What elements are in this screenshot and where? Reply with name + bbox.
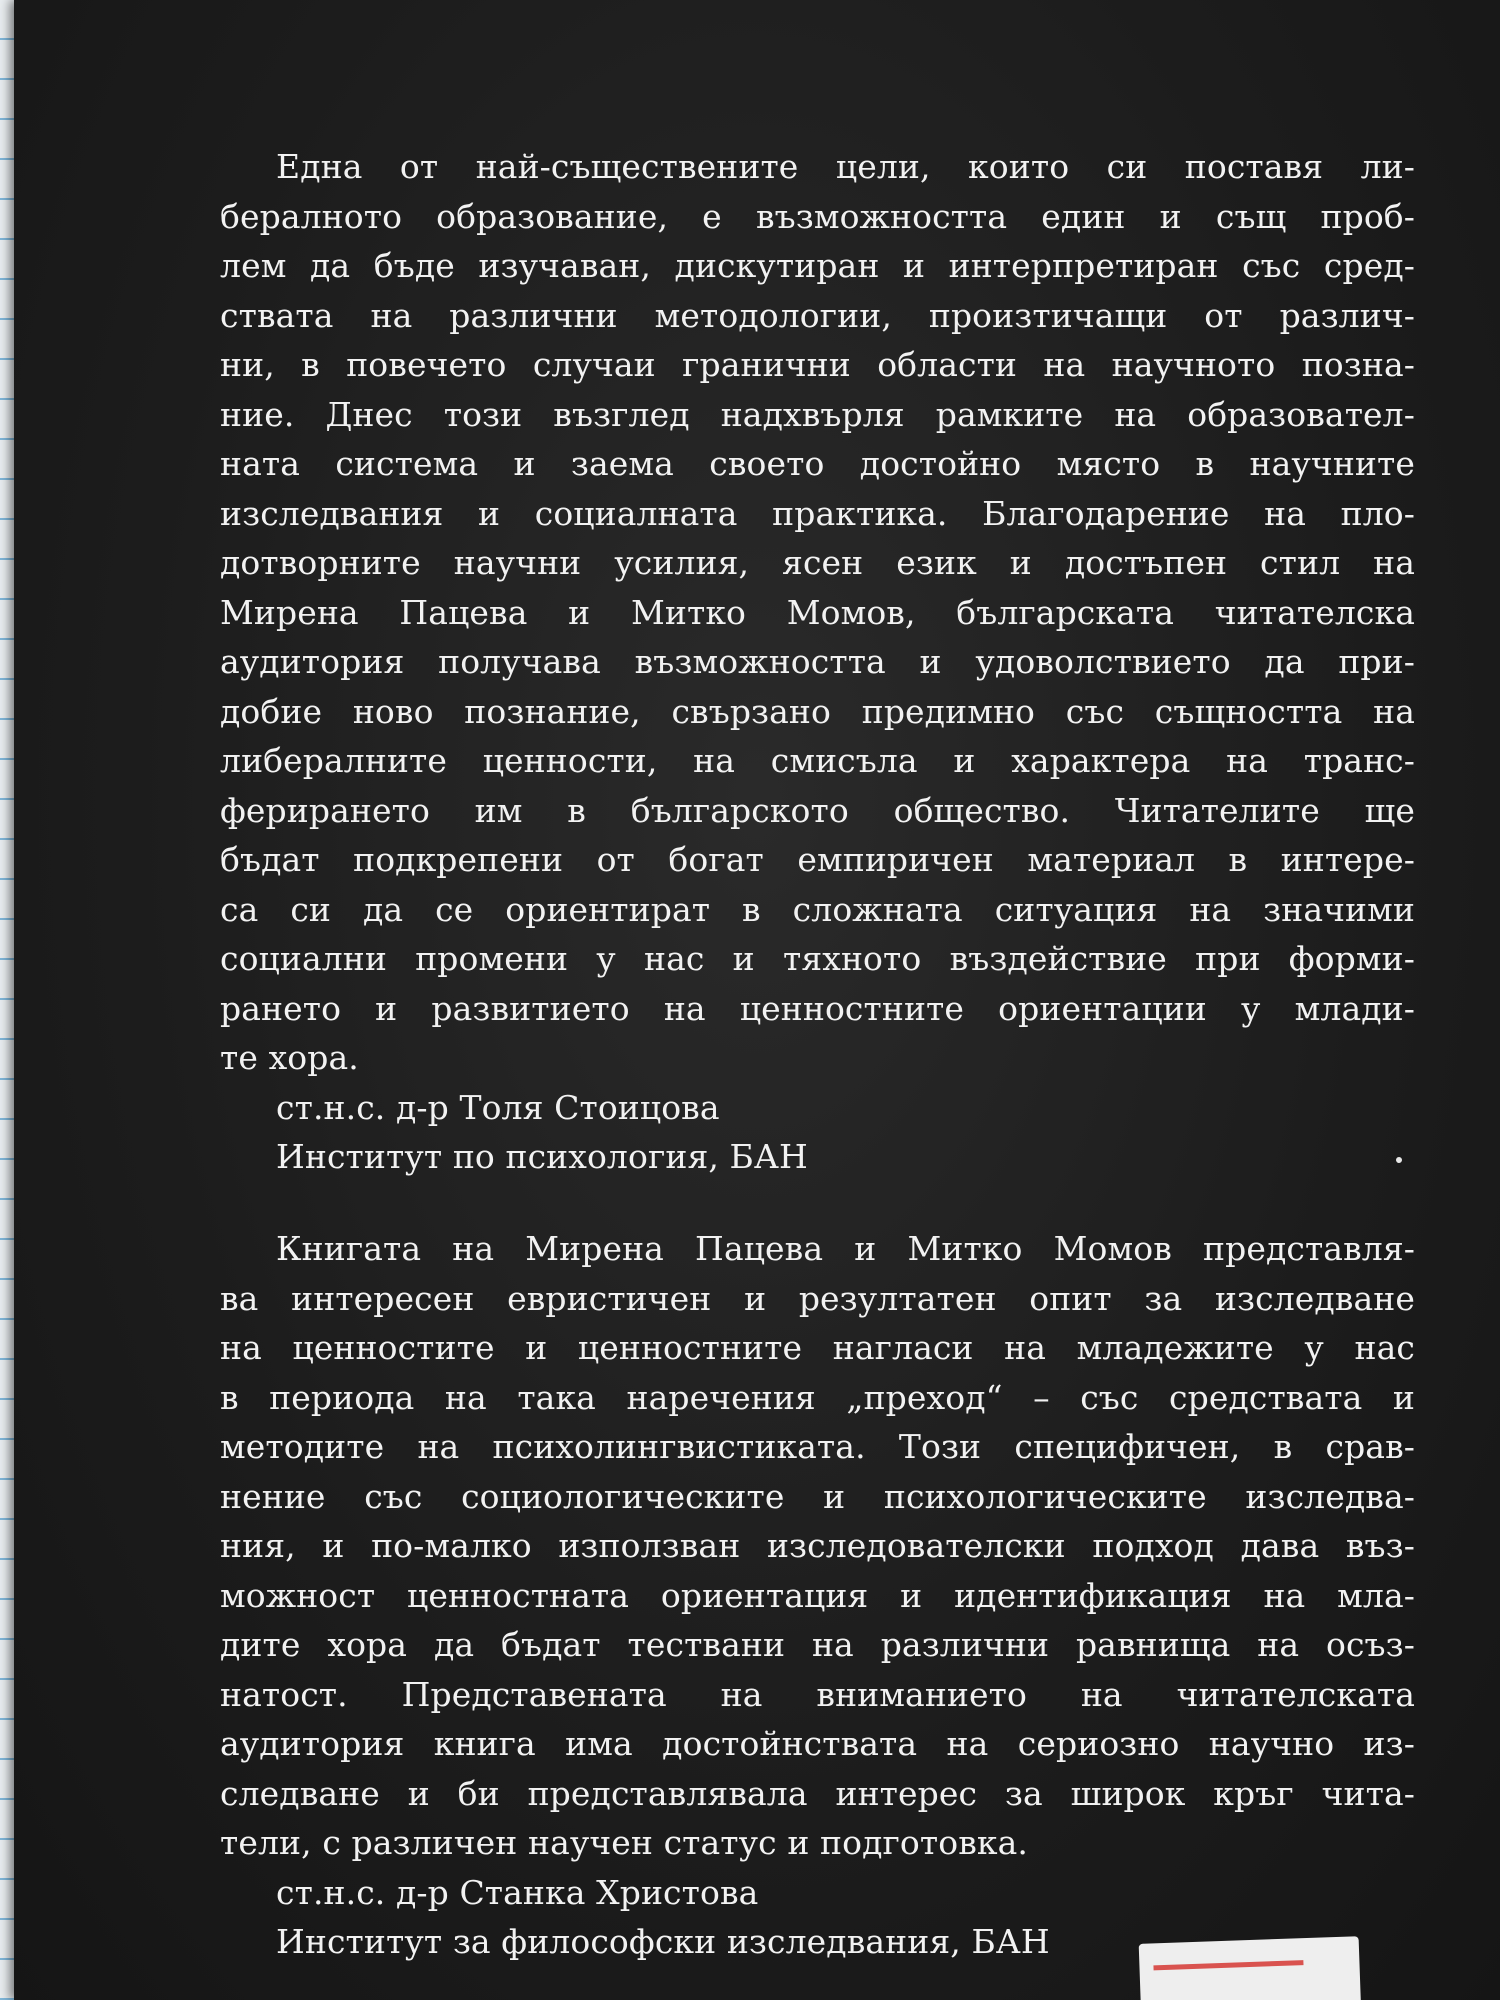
review-2-line: методите на психолингвистиката. Този специфичен, в срав- <box>220 1427 1415 1466</box>
review-2-line: тели, с различен научен статус и подготовка. <box>220 1823 1028 1862</box>
review-1-line: лем да бъде изучаван, дискутиран и интерпретиран със сред- <box>220 246 1415 285</box>
review-1 <box>220 142 1415 1182</box>
review-1-institution: Институт по психология, БАН <box>276 1137 808 1176</box>
review-1-line: аудитория получава възможността и удоволствието да при- <box>220 642 1415 681</box>
review-1-line: бералното образование, е възможността един и същ проб- <box>220 196 1415 236</box>
review-1-line: Една от най-съществените цели, които си поставя ли- <box>276 147 1415 186</box>
review-1-line: рането и развитието на ценностните ориентации у млади- <box>220 988 1415 1028</box>
review-2-institution: Институт за философски изследвания, БАН <box>276 1922 1050 1961</box>
review-1-line: социални промени у нас и тяхното въздействие при форми- <box>220 939 1415 978</box>
review-1-line: либералните ценности, на смисъла и характера на транс- <box>220 741 1415 780</box>
review-1-line: те хора. <box>220 1038 359 1077</box>
review-2-line: можност ценностната ориентация и идентификация на мла- <box>220 1575 1415 1615</box>
review-1-line: добие ново познание, свързано предимно със същността на <box>220 691 1415 731</box>
price-sticker <box>1139 1936 1362 2000</box>
review-1-line: ствата на различни методологии, произтичащи от различ- <box>220 295 1415 335</box>
review-2-line: ва интересен евристичен и резултатен опит за изследване <box>220 1278 1415 1318</box>
review-1-line: Мирена Пацева и Митко Момов, българската читателска <box>220 592 1415 632</box>
review-2-author: ст.н.с. д-р Станка Христова <box>276 1872 759 1912</box>
review-1-author: ст.н.с. д-р Толя Стоицова <box>276 1087 720 1127</box>
sticker-red-line <box>1153 1960 1303 1970</box>
review-1-line: бъдат подкрепени от богат емпиричен материал в интере- <box>220 840 1415 879</box>
dust-speck <box>1396 1157 1402 1163</box>
review-1-line: ние. Днес този възглед надхвърля рамките на образовател- <box>220 394 1415 434</box>
review-2-line: на ценностите и ценностните нагласи на младежите у нас <box>220 1328 1415 1367</box>
review-1-line: ни, в повечето случаи гранични области на научното позна- <box>220 345 1415 384</box>
review-1-line: изследвания и социалната практика. Благодарение на пло- <box>220 493 1415 533</box>
review-1-line: ната система и заема своето достойно място в научните <box>220 444 1415 483</box>
review-2-line: ния, и по-малко използван изследователски подход дава въз- <box>220 1526 1415 1565</box>
review-2-line: нение със социологическите и психологическите изследва- <box>220 1476 1415 1516</box>
review-2-line: Книгата на Мирена Пацева и Митко Момов представля- <box>276 1229 1415 1268</box>
review-1-line: са си да се ориентират в сложната ситуация на значими <box>220 889 1415 929</box>
review-1-line: дотворните научни усилия, ясен език и достъпен стил на <box>220 543 1415 582</box>
review-2-line: натост. Представената на вниманието на читателската <box>220 1674 1415 1714</box>
review-2 <box>220 1224 1415 1967</box>
review-2-line: аудитория книга има достойнствата на сериозно научно из- <box>220 1724 1415 1763</box>
review-2-line: в периода на така наречения „преход“ – със средствата и <box>220 1377 1415 1417</box>
review-1-line: ферирането им в българското общество. Читателите ще <box>220 790 1415 830</box>
review-2-line: дите хора да бъдат тествани на различни равнища на осъз- <box>220 1625 1415 1664</box>
book-back-cover <box>14 0 1500 2000</box>
review-2-line: следване и би представлявала интерес за широк кръг чита- <box>220 1773 1415 1813</box>
